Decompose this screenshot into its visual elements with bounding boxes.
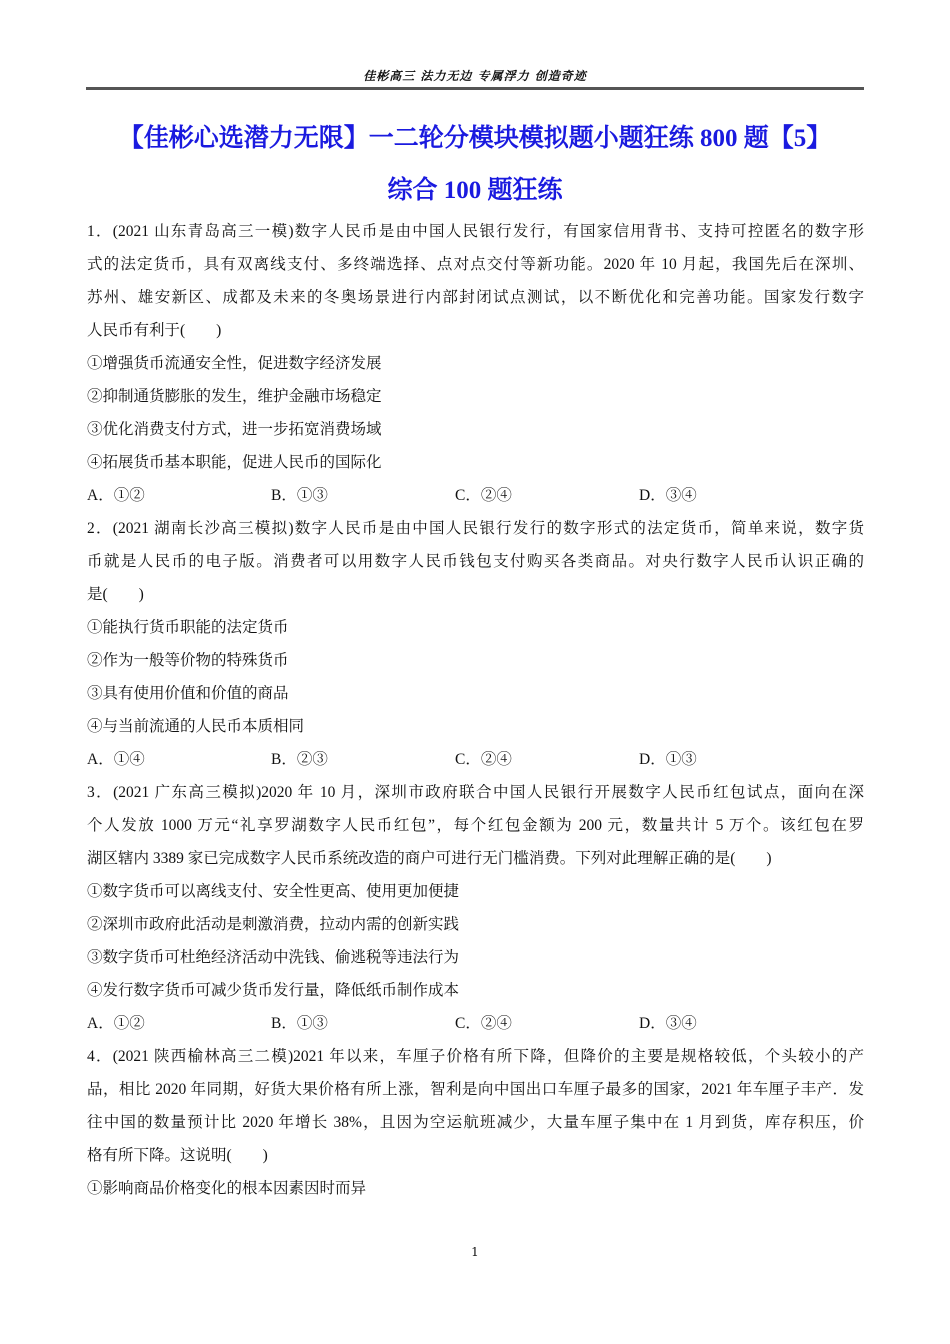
question-stem-line: 湖区辖内 3389 家已完成数字人民币系统改造的商户可进行无门槛消费。下列对此理解正确的是( ) [87,850,772,867]
question-stem-line: 1．(2021 山东青岛高三一模)数字人民币是由中国人民银行发行，有国家信用背书、支持可控匿名的数字形 [87,223,864,240]
doc-subtitle: 综合 100 题狂练 [387,177,563,204]
doc-title: 【佳彬心选潜力无限】一二轮分模块模拟题小题狂练 800 题【5】 [118,125,832,152]
answer-choices [87,743,864,776]
question-option: ②深圳市政府此活动是刺激消费，拉动内需的创新实践 [87,916,460,933]
question-stem-line: 2．(2021 湖南长沙高三模拟)数字人民币是由中国人民银行发行的数字形式的法定货币，简单来说，数字货 [87,520,864,537]
question-option: ②作为一般等价物的特殊货币 [87,652,289,669]
page-number: 1 [471,1245,479,1259]
question-option: ④与当前流通的人民币本质相同 [87,718,305,735]
question [87,1040,864,1205]
answer-choice: C．②④ [455,487,512,504]
question-option: ③具有使用价值和价值的商品 [87,685,289,702]
question-option: ①能执行货币职能的法定货币 [87,619,289,636]
answer-choice: B．②③ [271,751,328,768]
header-rule [86,87,864,90]
question-option: ①影响商品价格变化的根本因素因时而异 [87,1180,367,1197]
page-header: 佳彬高三 法力无边 专属浮力 创造奇迹 [363,69,587,83]
question-stem-line: 是( ) [87,586,144,603]
question-stem-line: 个人发放 1000 万元“礼享罗湖数字人民币红包”，每个红包金额为 200 元，数量共计 5 万个。该红包在罗 [87,817,864,834]
question [87,215,864,512]
question-option: ①数字货币可以离线支付、安全性更高、使用更加便捷 [87,883,460,900]
question-stem-line: 苏州、雄安新区、成都及未来的冬奥场景进行内部封闭试点测试，以不断优化和完善功能。国家发行数字 [87,289,864,306]
question-stem-line: 4．(2021 陕西榆林高三二模)2021 年以来，车厘子价格有所下降，但降价的主要是规格较低，个头较小的产 [87,1048,864,1065]
answer-choices [87,479,864,512]
answer-choice: B．①③ [271,487,328,504]
answer-choices [87,1007,864,1040]
question-option: ②抑制通货膨胀的发生，维护金融市场稳定 [87,388,382,405]
question-stem-line: 人民币有利于( ) [87,322,222,339]
question-option: ④拓展货币基本职能，促进人民币的国际化 [87,454,382,471]
answer-choice: D．③④ [639,487,697,504]
question-list [87,215,864,1205]
question-stem-line: 3．(2021 广东高三模拟)2020 年 10 月，深圳市政府联合中国人民银行开展数字人民币红包试点，面向在深 [87,784,864,801]
question-option: ①增强货币流通安全性，促进数字经济发展 [87,355,382,372]
question-option: ④发行数字货币可减少货币发行量，降低纸币制作成本 [87,982,460,999]
answer-choice: A．①② [87,487,145,504]
answer-choice: A．①④ [87,751,145,768]
question [87,776,864,1040]
answer-choice: D．③④ [639,1015,697,1032]
answer-choice: A．①② [87,1015,145,1032]
question [87,512,864,776]
question-stem-line: 币就是人民币的电子版。消费者可以用数字人民币钱包支付购买各类商品。对央行数字人民币认识正确的 [87,553,864,570]
question-stem-line: 往中国的数量预计比 2020 年增长 38%，且因为空运航班减少，大量车厘子集中在 1 月到货，库存积压，价 [87,1114,864,1131]
question-option: ③优化消费支付方式，进一步拓宽消费场域 [87,421,382,438]
answer-choice: C．②④ [455,751,512,768]
answer-choice: C．②④ [455,1015,512,1032]
answer-choice: B．①③ [271,1015,328,1032]
question-stem-line: 品，相比 2020 年同期，好货大果价格有所上涨，智利是向中国出口车厘子最多的国家，2021 年车厘子丰产．发 [87,1081,864,1098]
answer-choice: D．①③ [639,751,697,768]
question-stem-line: 式的法定货币，具有双离线支付、多终端选择、点对点交付等新功能。2020 年 10 月起，我国先后在深圳、 [87,256,864,273]
question-option: ③数字货币可杜绝经济活动中洗钱、偷逃税等违法行为 [87,949,460,966]
question-stem-line: 格有所下降。这说明( ) [87,1147,268,1164]
